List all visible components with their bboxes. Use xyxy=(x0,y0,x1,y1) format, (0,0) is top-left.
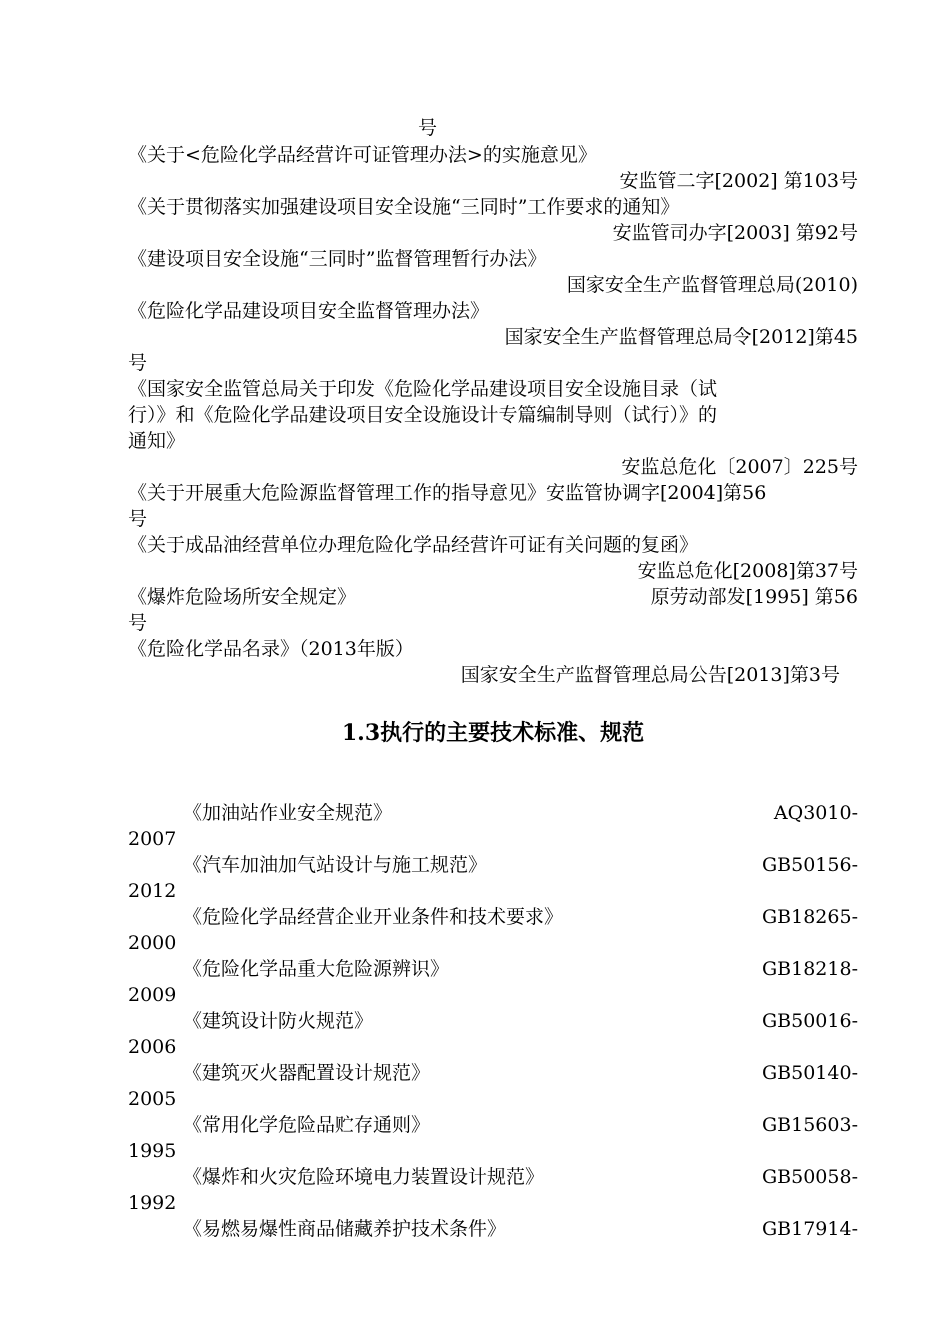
reg-line: 通知》 xyxy=(128,430,186,452)
standard-year: 2007 xyxy=(128,828,177,850)
reg-line: 《危险化学品建设项目安全监督管理办法》 xyxy=(128,300,490,322)
standard-code: GB18265- xyxy=(761,906,858,928)
reg-title: 《爆炸危险场所安全规定》 xyxy=(128,586,357,608)
standard-row xyxy=(183,1216,858,1242)
standard-row xyxy=(183,800,858,826)
reg-line: 号 xyxy=(128,352,148,374)
reg-line: 号 xyxy=(128,612,148,634)
reg-line: 安监总危化[2008]第37号 xyxy=(637,560,858,582)
section-title: 1.3执行的主要技术标准、规范 xyxy=(341,720,645,746)
standard-row xyxy=(183,956,858,982)
standard-name: 《易燃易爆性商品储藏养护技术条件》 xyxy=(183,1218,507,1240)
standard-year: 2006 xyxy=(128,1036,177,1058)
standard-row xyxy=(183,1060,858,1086)
reg-line: 号 xyxy=(128,508,148,530)
reg-line: 《建设项目安全设施“三同时”监督管理暂行办法》 xyxy=(128,248,547,270)
standard-name: 《汽车加油加气站设计与施工规范》 xyxy=(183,854,488,876)
standard-year: 2012 xyxy=(128,880,177,902)
standard-year xyxy=(128,1242,858,1268)
reg-line: 《国家安全监管总局关于印发《危险化学品建设项目安全设施目录（试 xyxy=(128,378,718,400)
standard-code: GB17914- xyxy=(761,1218,858,1240)
standard-code: AQ3010- xyxy=(773,802,858,824)
standard-year: 2009 xyxy=(128,984,177,1006)
standard-code: GB15603- xyxy=(761,1114,858,1136)
reg-line: 《关于开展重大危险源监督管理工作的指导意见》安监管协调字[2004]第56 xyxy=(128,482,767,504)
standard-name: 《危险化学品重大危险源辨识》 xyxy=(183,958,450,980)
standard-code: GB50058- xyxy=(761,1166,858,1188)
reg-issuer: 原劳动部发[1995] 第56 xyxy=(650,586,858,608)
reg-line: 安监总危化〔2007〕225号 xyxy=(621,456,858,478)
standard-code: GB18218- xyxy=(761,958,858,980)
reg-line: 《关于成品油经营单位办理危险化学品经营许可证有关问题的复函》 xyxy=(128,534,699,556)
standard-row xyxy=(183,1164,858,1190)
standard-year: 2000 xyxy=(128,932,177,954)
standard-name: 《爆炸和火灾危险环境电力装置设计规范》 xyxy=(183,1166,545,1188)
standard-row xyxy=(183,852,858,878)
standard-row xyxy=(183,904,858,930)
standard-year: 2005 xyxy=(128,1088,177,1110)
reg-line: 号 xyxy=(418,117,438,139)
reg-line: 国家安全生产监督管理总局(2010) xyxy=(566,274,858,296)
standard-code: GB50140- xyxy=(761,1062,858,1084)
standard-name: 《常用化学危险品贮存通则》 xyxy=(183,1114,431,1136)
standard-row xyxy=(183,1112,858,1138)
reg-line: 国家安全生产监督管理总局令[2012]第45 xyxy=(504,326,858,348)
standard-code: GB50156- xyxy=(761,854,858,876)
standard-year: 1992 xyxy=(128,1192,177,1214)
standard-name: 《建筑设计防火规范》 xyxy=(183,1010,374,1032)
standard-name: 《危险化学品经营企业开业条件和技术要求》 xyxy=(183,906,564,928)
standard-code: GB50016- xyxy=(761,1010,858,1032)
reg-line: 《关于贯彻落实加强建设项目安全设施“三同时”工作要求的通知》 xyxy=(128,196,680,218)
standard-year: 1995 xyxy=(128,1140,177,1162)
reg-line: 安监管二字[2002] 第103号 xyxy=(619,170,858,192)
reg-line xyxy=(128,584,858,610)
reg-line: 《关于<危险化学品经营许可证管理办法>的实施意见》 xyxy=(128,144,597,166)
reg-line: 行）》和《危险化学品建设项目安全设施设计专篇编制导则（试行）》的 xyxy=(128,404,718,426)
standard-row xyxy=(183,1008,858,1034)
standard-name: 《加油站作业安全规范》 xyxy=(183,802,393,824)
reg-line: 《危险化学品名录》（2013年版） xyxy=(128,638,414,660)
reg-line: 安监管司办字[2003] 第92号 xyxy=(612,222,858,244)
reg-line: 国家安全生产监督管理总局公告[2013]第3号 xyxy=(460,664,840,686)
standard-name: 《建筑灭火器配置设计规范》 xyxy=(183,1062,431,1084)
